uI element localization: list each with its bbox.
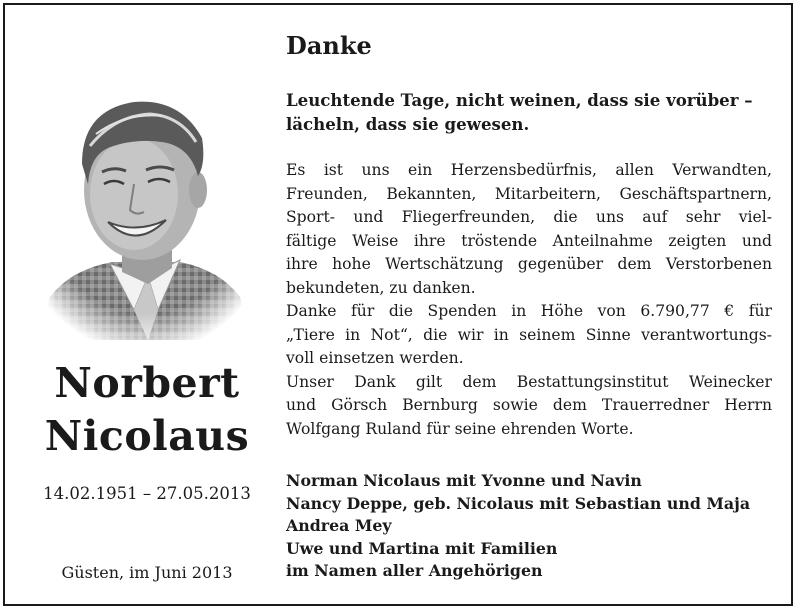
text-line: Danke für die Spenden in Höhe von 6.790,77 € für — [286, 302, 772, 320]
text-line: und Görsch Bernburg sowie dem Trauerredner Herrn — [286, 396, 772, 414]
mourner-line: Andrea Mey — [286, 516, 392, 536]
text-line: Unser Dank gilt dem Bestattungsinstitut Weinecker — [286, 372, 772, 391]
life-dates: 14.02.1951 – 27.05.2013 — [43, 484, 251, 503]
deceased-last-name: Nicolaus — [44, 412, 250, 460]
quote-line: lächeln, dass sie gewesen. — [286, 114, 530, 134]
text-line: ihre hohe Wertschätzung gegenüber dem Verstorbenen — [286, 255, 772, 273]
text-line: Wolfgang Ruland für seine ehrenden Worte. — [286, 419, 634, 438]
memorial-quote — [286, 88, 776, 136]
text-line: Sport- und Fliegerfreunden, die uns auf sehr viel- — [286, 208, 772, 226]
text-line: fältige Weise ihre tröstende Anteilnahme zeigten und — [286, 231, 772, 250]
quote-line: Leuchtende Tage, nicht weinen, dass sie vorüber – — [286, 90, 753, 110]
mourner-line: Norman Nicolaus mit Yvonne und Navin — [286, 471, 642, 490]
place-and-date: Güsten, im Juni 2013 — [61, 563, 233, 582]
notice-heading: Danke — [286, 31, 372, 60]
mourner-line: Uwe und Martina mit Familien — [286, 538, 558, 558]
text-line: bekundeten, zu danken. — [286, 278, 476, 297]
mourners-list — [286, 470, 750, 583]
text-line: Freunden, Bekannten, Mitarbeitern, Geschäftspartnern, — [286, 184, 772, 203]
text-line: Es ist uns ein Herzensbedürfnis, allen Verwandten, — [286, 161, 772, 179]
mourner-line: Nancy Deppe, geb. Nicolaus mit Sebastian und Maja — [286, 493, 751, 513]
mourner-line: im Namen aller Angehörigen — [286, 561, 543, 581]
deceased-first-name: Norbert — [54, 359, 240, 407]
text-line: „Tiere in Not“, die wir in seinem Sinne verantwortungs- — [286, 325, 772, 344]
thank-you-text — [286, 159, 772, 441]
portrait-photo — [30, 72, 260, 340]
text-line: voll einsetzen werden. — [286, 349, 464, 367]
